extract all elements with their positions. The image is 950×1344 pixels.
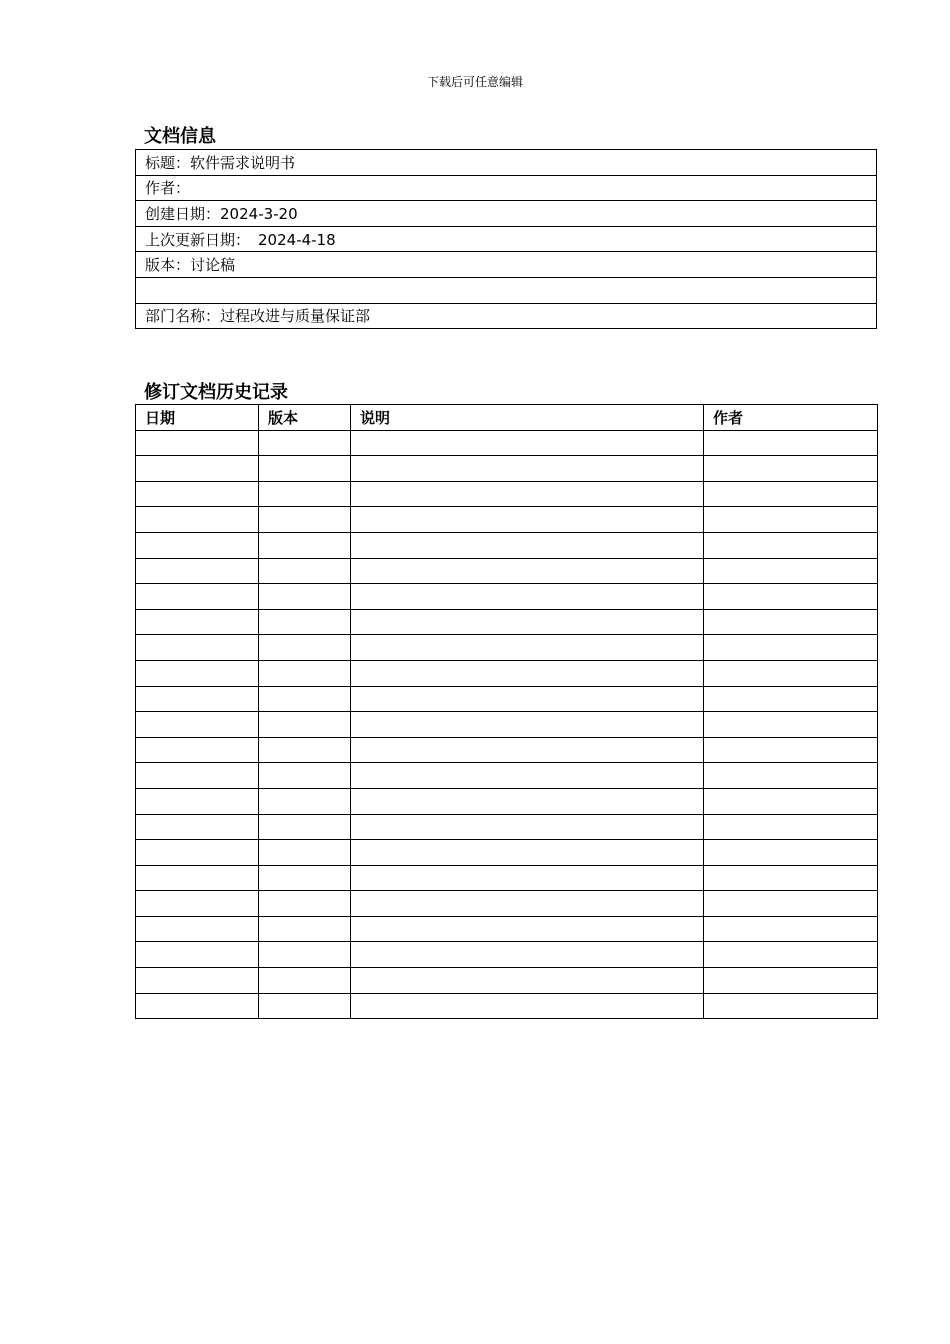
history-rows: [136, 430, 878, 1019]
column-header-version: 版本: [259, 405, 351, 431]
page-header-note: 下载后可任意编辑: [426, 75, 523, 89]
table-cell: [136, 891, 259, 917]
table-row: [136, 686, 878, 712]
table-cell: [351, 660, 704, 686]
column-header-date: 日期: [136, 405, 259, 431]
info-row-department: [136, 303, 877, 329]
table-cell: [259, 609, 351, 635]
table-cell: [136, 635, 259, 661]
table-cell: [704, 763, 878, 789]
info-row-author: [136, 175, 877, 201]
table-cell: [351, 814, 704, 840]
table-cell: [704, 481, 878, 507]
table-cell: [136, 763, 259, 789]
table-cell: [136, 558, 259, 584]
table-cell: [351, 865, 704, 891]
table-row: [136, 840, 878, 866]
table-cell: [136, 788, 259, 814]
table-cell: [136, 712, 259, 738]
table-cell: [351, 916, 704, 942]
table-cell: [259, 865, 351, 891]
table-cell: [259, 558, 351, 584]
table-cell: [351, 968, 704, 994]
table-row: [136, 968, 878, 994]
table-cell: [259, 814, 351, 840]
table-cell: [351, 635, 704, 661]
table-row: [136, 481, 878, 507]
table-cell: [259, 840, 351, 866]
table-cell: [704, 737, 878, 763]
info-label: 标题：: [145, 153, 191, 172]
table-cell: [136, 456, 259, 482]
table-cell: [259, 763, 351, 789]
table-row: [136, 712, 878, 738]
table-cell: [259, 712, 351, 738]
table-cell: [136, 430, 259, 456]
table-cell: [259, 737, 351, 763]
info-value: 2024-3-20: [220, 204, 298, 223]
table-cell: [136, 814, 259, 840]
table-row: [136, 660, 878, 686]
info-label: 上次更新日期：: [145, 230, 251, 249]
info-value: 2024-4-18: [258, 230, 336, 249]
table-cell: [351, 430, 704, 456]
table-cell: [136, 584, 259, 610]
table-cell: [704, 865, 878, 891]
table-cell: [704, 558, 878, 584]
info-value: 讨论稿: [190, 256, 236, 275]
table-cell: [351, 456, 704, 482]
table-cell: [351, 481, 704, 507]
table-cell: [704, 788, 878, 814]
table-cell: [704, 660, 878, 686]
table-cell: [259, 686, 351, 712]
document-info-title: 文档信息: [144, 126, 216, 147]
table-cell: [704, 456, 878, 482]
table-cell: [351, 584, 704, 610]
info-row-updated: [136, 226, 877, 252]
table-cell: [704, 942, 878, 968]
table-cell: [704, 686, 878, 712]
table-cell: [259, 942, 351, 968]
table-row: [136, 942, 878, 968]
column-header-author: 作者: [704, 405, 878, 431]
table-cell: [136, 993, 259, 1019]
table-cell: [136, 865, 259, 891]
document-info-table: [135, 149, 877, 329]
table-cell: [351, 686, 704, 712]
table-row: [136, 635, 878, 661]
table-cell: [704, 584, 878, 610]
history-header-row: [136, 405, 878, 431]
table-row: [136, 532, 878, 558]
table-cell: [351, 712, 704, 738]
table-cell: [351, 763, 704, 789]
table-cell: [259, 456, 351, 482]
table-cell: [259, 788, 351, 814]
table-cell: [351, 558, 704, 584]
column-header-description: 说明: [351, 405, 704, 431]
table-cell: [704, 968, 878, 994]
table-cell: [136, 686, 259, 712]
table-cell: [259, 430, 351, 456]
table-cell: [351, 993, 704, 1019]
table-cell: [136, 481, 259, 507]
table-cell: [259, 584, 351, 610]
info-label: 创建日期：: [145, 204, 221, 223]
table-cell: [259, 532, 351, 558]
info-label: 版本：: [145, 256, 191, 275]
table-cell: [259, 993, 351, 1019]
table-row: [136, 993, 878, 1019]
table-row: [136, 865, 878, 891]
table-cell: [136, 532, 259, 558]
table-cell: [259, 916, 351, 942]
info-row-version: [136, 252, 877, 278]
table-cell: [136, 840, 259, 866]
table-cell: [259, 660, 351, 686]
table-cell: [259, 481, 351, 507]
table-row: [136, 763, 878, 789]
revision-history-table: [135, 404, 878, 1019]
table-row: [136, 609, 878, 635]
table-cell: [351, 737, 704, 763]
table-row: [136, 558, 878, 584]
table-cell: [259, 891, 351, 917]
table-cell: [351, 507, 704, 533]
table-cell: [259, 635, 351, 661]
table-cell: [704, 712, 878, 738]
table-row: [136, 788, 878, 814]
table-cell: [351, 609, 704, 635]
table-cell: [136, 609, 259, 635]
table-cell: [351, 532, 704, 558]
table-row: [136, 916, 878, 942]
info-label: 部门名称：: [145, 307, 221, 326]
table-cell: [136, 737, 259, 763]
info-row-title: [136, 150, 877, 176]
table-cell: [704, 635, 878, 661]
table-cell: [704, 916, 878, 942]
table-cell: [259, 507, 351, 533]
table-row: [136, 430, 878, 456]
revision-history-title: 修订文档历史记录: [144, 382, 288, 403]
table-cell: [704, 532, 878, 558]
table-cell: [259, 968, 351, 994]
table-row: [136, 456, 878, 482]
table-cell: [136, 660, 259, 686]
table-cell: [704, 891, 878, 917]
table-row: [136, 891, 878, 917]
table-cell: [704, 430, 878, 456]
table-row: [136, 584, 878, 610]
table-cell: [136, 968, 259, 994]
table-cell: [704, 814, 878, 840]
table-cell: [351, 942, 704, 968]
info-value: 软件需求说明书: [190, 153, 296, 172]
table-cell: [704, 609, 878, 635]
table-cell: [704, 993, 878, 1019]
table-cell: [136, 507, 259, 533]
info-row-empty: [136, 277, 877, 303]
table-cell: [136, 916, 259, 942]
table-cell: [351, 788, 704, 814]
table-cell: [351, 891, 704, 917]
table-row: [136, 814, 878, 840]
info-row-created: [136, 201, 877, 227]
table-cell: [351, 840, 704, 866]
table-cell: [704, 840, 878, 866]
table-row: [136, 507, 878, 533]
table-cell: [704, 507, 878, 533]
info-value: 过程改进与质量保证部: [220, 307, 371, 326]
info-label: 作者：: [145, 179, 191, 198]
table-cell: [136, 942, 259, 968]
table-row: [136, 737, 878, 763]
